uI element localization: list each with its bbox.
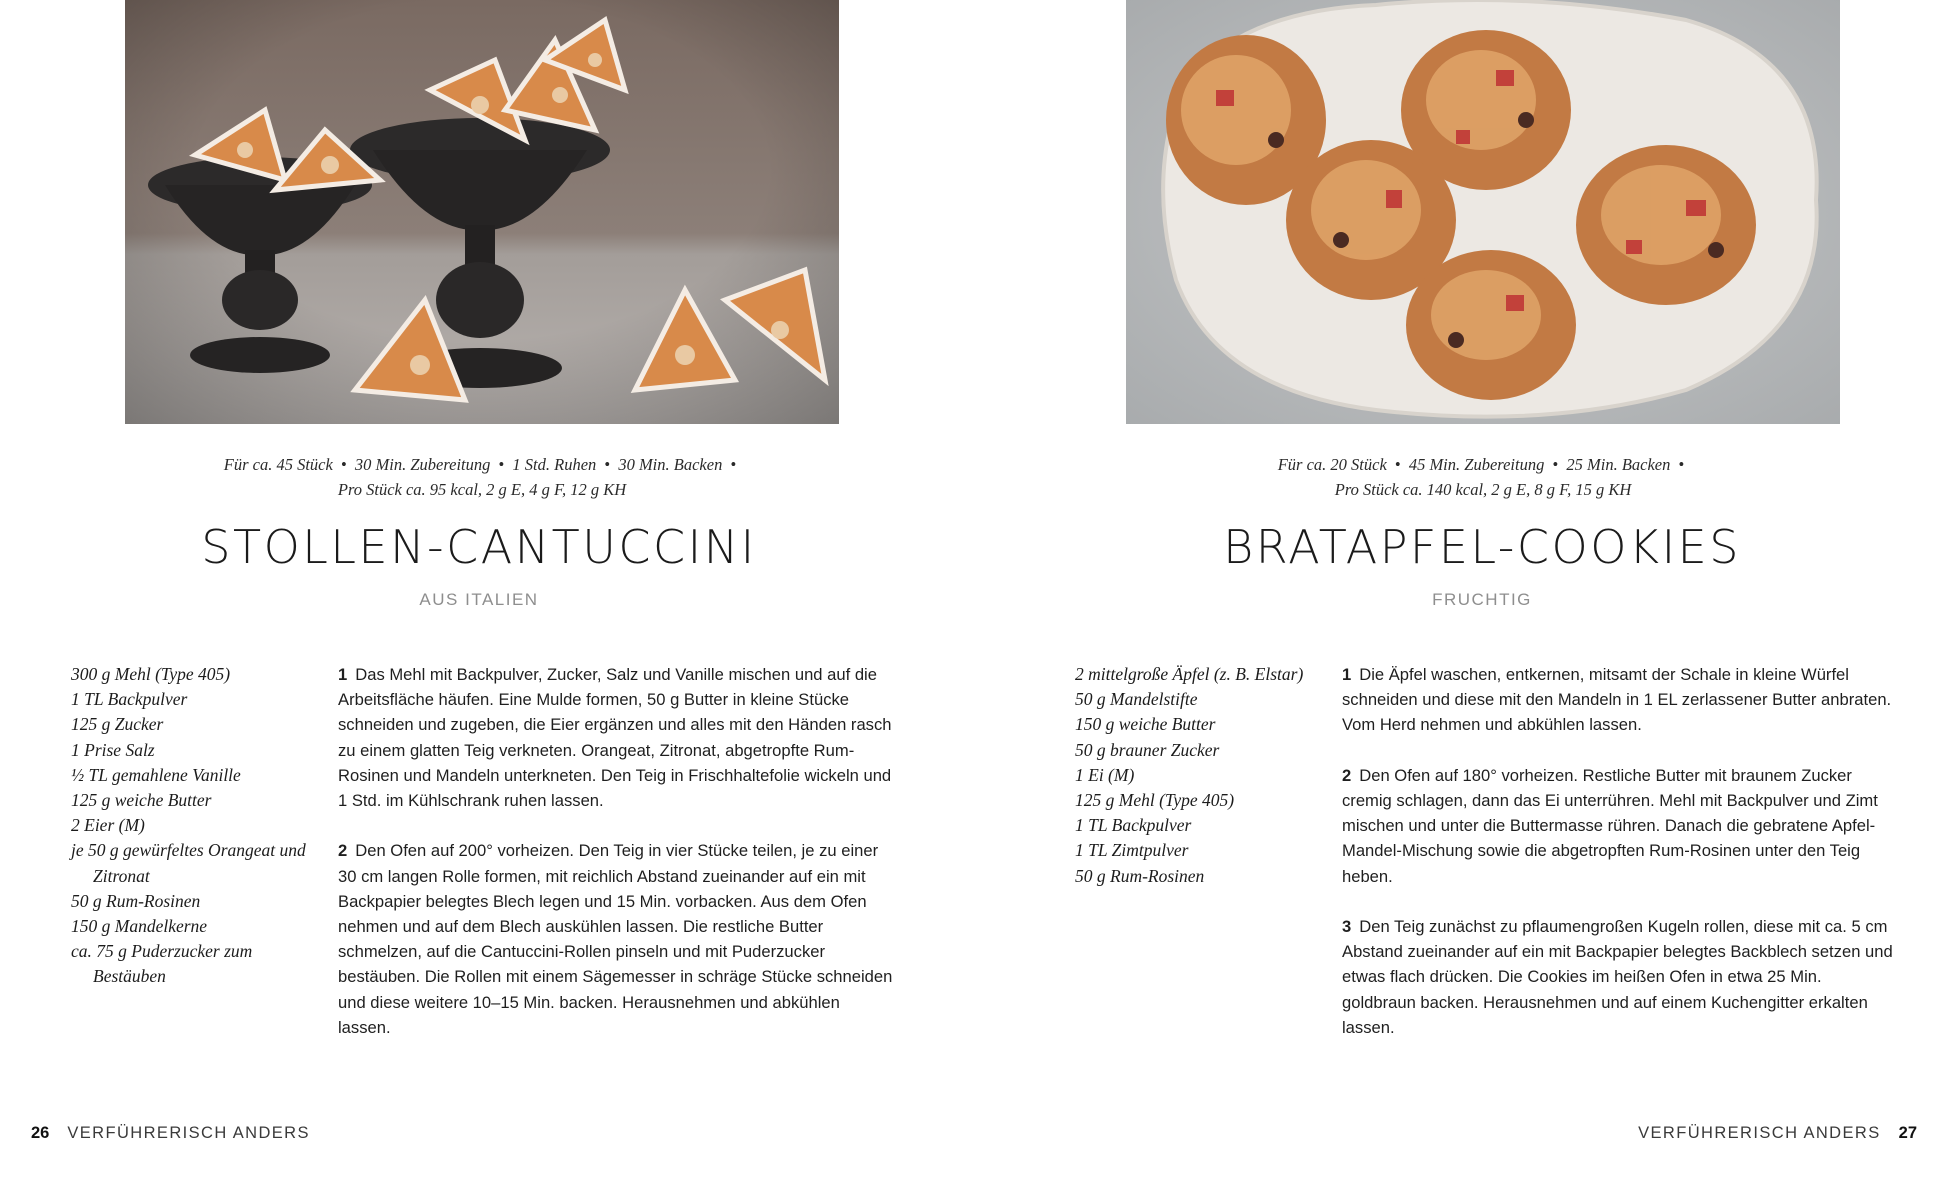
- instruction-steps: [1342, 662, 1894, 1065]
- step-number: 2: [338, 841, 348, 861]
- instruction-step: [1342, 662, 1894, 738]
- ingredient-item: 50 g brauner Zucker: [1075, 739, 1220, 760]
- ingredient-item: ½ TL gemahlene Vanille: [71, 764, 241, 785]
- step-text: Das Mehl mit Backpulver, Zucker, Salz und Vanille mischen und auf die Arbeitsfläche häufen. Eine Mulde formen, 50 g Butter in kleine Stücke schneiden und zugeben, die Eier ergänzen und alles mit den Händen rasch zu einem glatten Teig verkneten. Orangeat, Zitronat, abgetropfte Rum-Rosinen und Mandeln unterkneten. Den Teig in Frischhaltefolie wickeln und 1 Std. im Kühlschrank ruhen lassen.: [338, 665, 892, 811]
- meta-nutrition: Pro Stück ca. 95 kcal, 2 g E, 4 g F, 12 g KH: [337, 480, 627, 499]
- ingredient-item: 125 g Zucker: [71, 714, 164, 735]
- page-footer: [31, 1124, 310, 1143]
- instruction-step: [1342, 914, 1894, 1040]
- ingredient-item: 50 g Rum-Rosinen: [71, 890, 201, 911]
- ingredient-item: 50 g Rum-Rosinen: [1075, 865, 1205, 886]
- bullet-separator: •: [604, 455, 611, 474]
- page-number: 27: [1898, 1124, 1917, 1142]
- page-number: 26: [31, 1124, 50, 1142]
- step-number: 3: [1342, 917, 1352, 936]
- step-number: 1: [1342, 665, 1352, 684]
- instruction-step: [338, 662, 893, 813]
- ingredient-item: 1 TL Backpulver: [1075, 815, 1192, 836]
- page-footer: [1638, 1124, 1917, 1143]
- ingredient-item: 150 g Mandelkerne: [71, 916, 208, 937]
- meta-line-1: [974, 452, 1948, 477]
- ingredient-list: [71, 662, 311, 990]
- meta-line-1: [0, 452, 964, 477]
- cookies-photo: [1126, 0, 1840, 424]
- ingredient-item: 150 g weiche Butter: [1075, 714, 1216, 735]
- recipe-meta: [0, 452, 964, 502]
- cantuccini-photo: [125, 0, 839, 424]
- ingredient-item: 125 g Mehl (Type 405): [1075, 790, 1235, 811]
- ingredient-item: 1 Prise Salz: [71, 739, 155, 760]
- recipe-title: STOLLEN-CANTUCCINI: [201, 520, 757, 574]
- section-name: VERFÜHRERISCH ANDERS: [67, 1124, 310, 1142]
- meta-nutrition: Pro Stück ca. 140 kcal, 2 g E, 8 g F, 15 g KH: [1334, 480, 1632, 499]
- ingredient-item: 125 g weiche Butter: [71, 790, 212, 811]
- ingredient-item: 1 Ei (M): [1075, 764, 1135, 785]
- ingredient-list: [1075, 662, 1315, 889]
- meta-bake-time: 25 Min. Backen: [1566, 455, 1671, 474]
- step-number: 2: [1342, 765, 1352, 785]
- recipe-subtitle: FRUCHTIG: [1432, 590, 1532, 609]
- ingredient-item: 300 g Mehl (Type 405): [71, 664, 231, 684]
- meta-servings: Für ca. 45 Stück: [223, 455, 333, 474]
- meta-servings: Für ca. 20 Stück: [1277, 455, 1387, 474]
- bullet-separator: •: [1678, 455, 1685, 474]
- meta-bake-time: 30 Min. Backen: [618, 455, 723, 474]
- bullet-separator: •: [730, 455, 737, 474]
- ingredient-item: 1 TL Zimtpulver: [1075, 840, 1189, 861]
- ingredient-item: 2 Eier (M): [71, 815, 145, 836]
- bullet-separator: •: [340, 455, 347, 474]
- ingredient-item: je 50 g gewürfeltes Orangeat und Zitronat: [71, 840, 306, 886]
- bullet-separator: •: [1394, 455, 1401, 474]
- step-text: Den Ofen auf 180° vorheizen. Restliche Butter mit braunem Zucker cremig schlagen, dann das Ei unterrühren. Mehl mit Backpulver und Zimt mischen und unter die Buttermasse rühren. Danach die gebratene Apfel-Mandel-Mischung sowie die abgetropften Rum-Rosinen unter den Teig heben.: [1342, 765, 1878, 886]
- step-text: Die Äpfel waschen, entkernen, mitsamt der Schale in kleine Würfel schneiden und diese mit den Mandeln in 1 EL zerlassener Butter anbraten. Vom Herd nehmen und abkühlen lassen.: [1342, 665, 1892, 735]
- cookies-photo-icon: [1126, 0, 1840, 424]
- instruction-step: [1342, 763, 1894, 889]
- ingredient-item: 1 TL Backpulver: [71, 689, 188, 710]
- instruction-steps: [338, 662, 893, 1065]
- meta-prep-time: 30 Min. Zubereitung: [354, 455, 491, 474]
- meta-prep-time: 45 Min. Zubereitung: [1408, 455, 1545, 474]
- cantuccini-photo-icon: [125, 0, 839, 424]
- recipe-subtitle: AUS ITALIEN: [419, 590, 539, 609]
- bullet-separator: •: [498, 455, 505, 474]
- bullet-separator: •: [1552, 455, 1559, 474]
- step-text: Den Teig zunächst zu pflaumengroßen Kugeln rollen, diese mit ca. 5 cm Abstand zueinander auf ein mit Backpapier belegtes Backblech setzen und etwas flach drücken. Die Cookies im heißen Ofen in etwa 25 Min. goldbraun backen. Herausnehmen und auf einem Kuchengitter erkalten lassen.: [1342, 917, 1893, 1037]
- step-text: Den Ofen auf 200° vorheizen. Den Teig in vier Stücke teilen, je zu einer 30 cm langen Rolle formen, mit reichlich Abstand zueinander auf ein mit Backpapier belegtes Blech legen und 15 Min. vorbacken. Aus dem Ofen nehmen und auf dem Blech auskühlen lassen. Die restliche Butter schmelzen, auf die Cantuccini-Rollen pinseln und mit Puderzucker bestäuben. Die Rollen mit einem Sägemesser in schräge Stücke schneiden und diese weitere 10–15 Min. backen. Herausnehmen und abkühlen lassen.: [338, 841, 893, 1037]
- recipe-meta: [974, 452, 1948, 502]
- ingredient-item: 2 mittelgroße Äpfel (z. B. Elstar): [1075, 664, 1304, 684]
- right-page: [974, 0, 1948, 1181]
- meta-rest-time: 1 Std. Ruhen: [512, 455, 597, 474]
- ingredient-item: ca. 75 g Puderzucker zum Bestäuben: [71, 941, 253, 987]
- instruction-step: [338, 838, 893, 1040]
- section-name: VERFÜHRERISCH ANDERS: [1638, 1124, 1881, 1142]
- ingredient-item: 50 g Mandelstifte: [1075, 689, 1198, 710]
- step-number: 1: [338, 665, 348, 684]
- recipe-title: BRATAPFEL-COOKIES: [1223, 520, 1741, 574]
